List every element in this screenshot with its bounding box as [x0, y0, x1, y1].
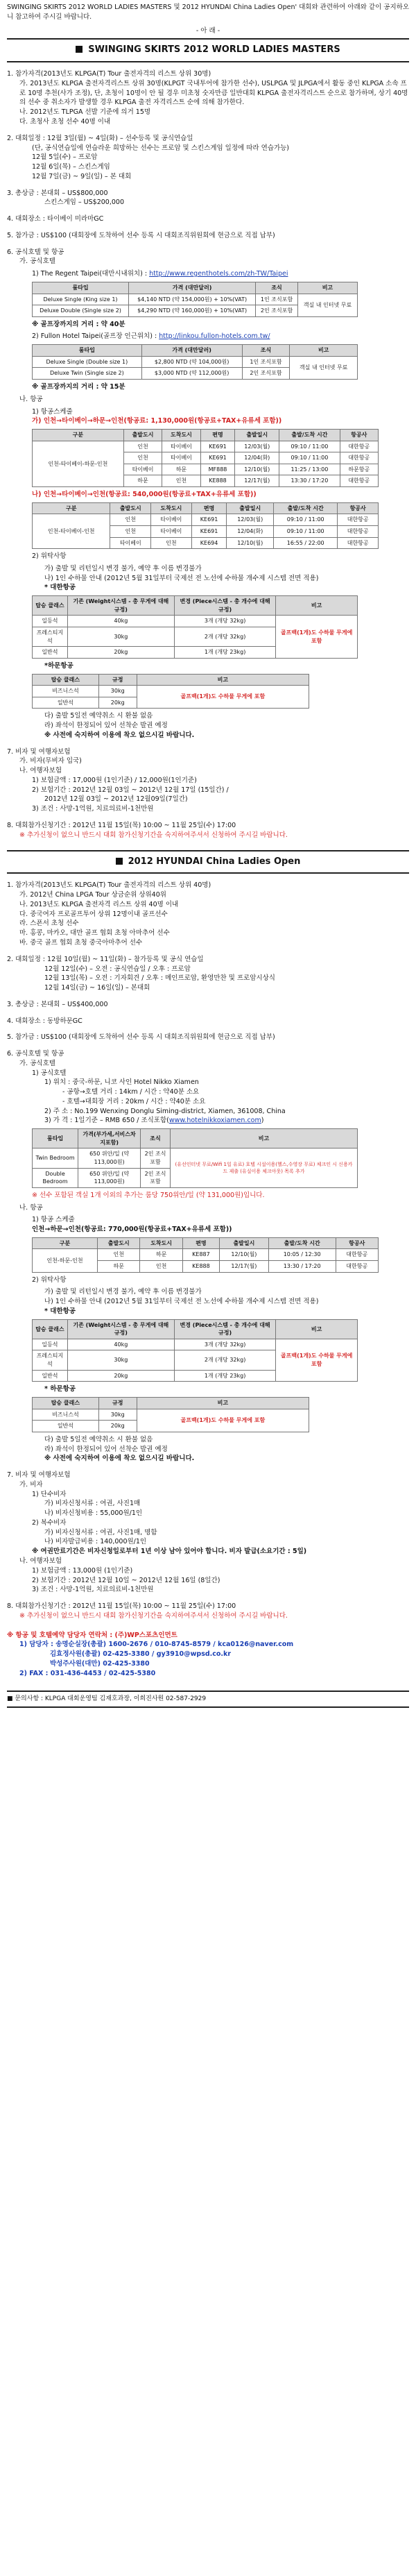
cell: 12/03(월): [235, 441, 279, 452]
cell: 하문항공: [340, 464, 378, 475]
t2-air1a: 인천→하문→인천(항공료: 770,000원(항공료+TAX+유류세 포함)): [32, 1226, 232, 1234]
t1-s7a: 가. 비자(무비자 입국): [19, 757, 82, 765]
t1-s7b2: 2) 보험기간 : 2012년 12월 03일 ~ 2012년 12월 17일 (15일간) /: [32, 786, 229, 794]
t1-hotel2-line: [7, 332, 409, 341]
contact-line-3: 박성주사원(대만) 02-425-3380: [50, 1659, 150, 1668]
table-row: [33, 356, 358, 368]
th: 항공사: [340, 430, 378, 441]
cell: 650 위안/일 (약 113,000원): [78, 1149, 141, 1168]
cell: 10:05 / 12:30: [268, 1249, 336, 1261]
t2-baggage-table: [32, 1319, 358, 1382]
cell: 인천: [162, 475, 200, 487]
cell: 09:10 / 11:00: [279, 441, 340, 452]
t1-s8-note: ※ 추가신청이 없으니 반드시 대회 참가신청기간을 숙지하여주셔서 신청하여 주시길 바랍니다.: [19, 831, 288, 839]
t2-s1c: 다. 중국여자 프로골프투어 상위 12명이내 골프선수: [19, 910, 168, 918]
th: 탑승 클래스: [33, 1319, 68, 1339]
t1-hotel1-line: [7, 269, 409, 279]
cell: 40kg: [67, 616, 174, 627]
t2-s2: 2. 대회일정 : 12월 10일(월) ~ 11일(화) – 참가등록 및 공식 연습일: [7, 955, 204, 963]
cell: 40kg: [67, 1339, 174, 1350]
cell: 객실 내 인터넷 무료: [290, 356, 358, 379]
t1-s2b: 12월 5일(수) – 프로암: [32, 153, 98, 162]
t2-registration: [7, 1602, 409, 1621]
cell: 일반석: [33, 697, 99, 709]
t2-hotel-rate-line: 3) 가 격 : 1일기준 – RMB 650 / 조식포함(www.hotelnikkoxiamen.com): [44, 1117, 264, 1125]
t2-s7a2b: 나) 비자발급비용 : 140,000원/1인: [44, 1538, 147, 1546]
table-row: [33, 1249, 379, 1261]
t2-s7a2: 2) 복수비자: [32, 1518, 67, 1527]
t1-visa: [7, 747, 409, 814]
th: 기존 (Weight시스템 - 총 무게에 대해 규정): [67, 596, 174, 616]
tournament-1-title-bar: [7, 38, 409, 62]
t1-s2c: 12월 6일(목) – 스킨스게임: [32, 163, 110, 171]
t2-s1f: 바. 중국 골프 협회 초청 중국아마추어 선수: [19, 938, 143, 947]
t2-hotel-flight: [7, 1049, 409, 1464]
cell: 객실 내 인터넷 무료: [297, 294, 357, 316]
cell: 하문: [140, 1249, 182, 1261]
table-row: [33, 1149, 358, 1168]
t2-hotel-table: [32, 1128, 358, 1188]
cell: 대한항공: [340, 441, 378, 452]
t1-hotel1-table: [32, 282, 358, 317]
th: 구분: [33, 1237, 98, 1249]
t1-s3: 3. 총상금 : 본대회 – US$800,000: [7, 189, 108, 197]
t2-s7a2a: 가) 비자신청서류 : 여권, 사진1매, 명함: [44, 1528, 157, 1536]
cell: 대한항공: [340, 475, 378, 487]
cell: MF888: [200, 464, 235, 475]
cell: KE888: [200, 475, 235, 487]
t1-s2: 2. 대회일정 : 12월 3일(월) ~ 4일(화) – 선수등록 및 공식연습일: [7, 134, 193, 142]
cell: $3,000 NTD (약 112,000원): [141, 368, 242, 380]
cell: 2인 조식포함: [141, 1168, 171, 1187]
table-row: [33, 294, 358, 305]
cell: 12/10(월): [220, 1249, 269, 1261]
cell: 12/17(월): [220, 1261, 269, 1273]
th: 조식: [256, 282, 298, 294]
cell: 20kg: [67, 647, 174, 659]
tournament-1-title: SWINGING SKIRTS 2012 WORLD LADIES MASTERS: [88, 44, 340, 56]
t2-flight-table: [32, 1237, 379, 1273]
t2-s8-note: ※ 추가신청이 없으니 반드시 대회 참가신청기간을 숙지하여주셔서 신청하여 주시길 바랍니다.: [19, 1611, 288, 1620]
th: 도착도시: [162, 430, 200, 441]
t1-flight2-table: [32, 502, 379, 549]
cell: 인천-타이베이-하문-인천: [33, 441, 124, 486]
table-row: [33, 616, 358, 627]
cell: 일반석: [33, 1421, 99, 1432]
t1-eligibility: [7, 69, 409, 127]
table-row: [33, 514, 379, 526]
th: 구분: [33, 430, 124, 441]
t2-s1a: 가. 2012년 China LPGA Tour 상금순위 상위40위: [19, 891, 166, 899]
t1-s1: 1. 참가자격(2013년도 KLPGA(T) Tour 출전자격의 리스트 상위 30명): [7, 70, 211, 78]
square-bullet-icon: [116, 858, 123, 865]
th: 변경 (Piece시스템 - 총 개수에 대해 규정): [174, 596, 275, 616]
cell: 12/04(화): [227, 526, 274, 538]
t1-air2b: 나) 1인 수하물 안내 (2012년 5월 31일부터 국제선 전 노선에 수하물 개수제 시스템 전면 적용): [44, 574, 319, 582]
th: 비고: [137, 674, 309, 686]
cell: 일반석: [33, 647, 68, 659]
t2-hotel1: 1) 공식호텔: [32, 1069, 67, 1077]
t1-s1c: 다. 초청사 초청 선수 40명 이내: [19, 117, 111, 126]
cell: KE888: [182, 1261, 219, 1273]
t1-s7b2b: 2012년 12월 03일 ~ 2012년 12월09일(7일간): [44, 795, 188, 804]
t1-hotel1-label: 1) The Regent Taipei(대만시내위치) :: [32, 270, 148, 278]
cell: Double Bedroom: [33, 1168, 78, 1187]
t2-s7b1: 1) 보험금액 : 13,000원 (1인기준): [32, 1566, 133, 1575]
cell: 대한항공: [340, 452, 378, 464]
t2-air1: 1) 항공 스케줄: [32, 1216, 75, 1224]
t1-s6b: 나. 항공: [19, 395, 43, 403]
cell: KE887: [182, 1249, 219, 1261]
t1-s1b: 나. 2012년도 TLPGA 선발 기준에 의거 15명: [19, 108, 151, 117]
t1-hotel1-link[interactable]: http://www.regenthotels.com/zh-TW/Taipei: [149, 270, 288, 278]
th: 룸타입: [33, 345, 142, 357]
th: 편명: [182, 1237, 219, 1249]
t2-hotel-addr: 2) 주 소 : No.199 Wenxing Donglu Siming-district, Xiamen, 361008, China: [44, 1107, 286, 1115]
cell: 타이베이: [151, 514, 192, 526]
cell: 1인 조식포함: [242, 356, 290, 368]
t2-s2c: 12월 14일(금) ~ 16일(일) – 본대회: [44, 984, 150, 992]
cell: 비즈니스석: [33, 686, 99, 697]
square-bullet-icon: [76, 46, 83, 53]
t1-s1a: 가. 2013년도 KLPGA 출전자격리스트 상위 30명(KLPGT 국내투어에 참가한 선수), USLPGA 및 JLPGA에서 활동 중인 KLPGA 소속 프로 10명 추천(사가 조정), 단, 초청이 10명이 안 될 경우 미초청 숫자만큼 일반대회 KLPGA 출전자격리스트 순으로 참가하며, 상기 40명의 선수 중 취소자가 발생할 경우 KLPGA 출전 자격리스트 순에 의해 참가한다.: [19, 79, 408, 107]
t2-s6b: 나. 항공: [19, 1203, 43, 1212]
contact-line-1: 1) 담당자 : 송명순실장(총괄) 1600-2676 / 010-8745-8579 / kca0126@naver.com: [19, 1641, 294, 1649]
t1-flight1-table: [32, 429, 379, 487]
t2-s2b: 12월 13일(목) – 오전 : 기자회견 / 오후 : 메인프로암, 환영만찬 및 프로암시상식: [44, 974, 275, 983]
cell: 13:30 / 17:20: [279, 475, 340, 487]
th: 출발도시: [110, 502, 151, 514]
contact-title: ※ 항공 및 호텔예약 담당자 연락처 : (주)WP스포츠인먼트: [7, 1631, 177, 1639]
cell: 20kg: [98, 697, 137, 709]
cell: 골프백(1개)도 수하물 무게에 포함: [137, 686, 309, 709]
cell: 12/10(월): [227, 537, 274, 549]
t2-baggage-table-2: [32, 1397, 309, 1432]
cell: Deluxe Single (Double size 1): [33, 356, 142, 368]
cell: 12/03(월): [227, 514, 274, 526]
tournament-2-title: 2012 HYUNDAI China Ladies Open: [128, 856, 301, 867]
t1-s4: 4. 대회장소 : 타이베이 미라마GC: [7, 215, 104, 223]
t1-air2d: 라) 좌석이 한정되어 있어 선착순 발권 예정: [44, 722, 168, 730]
cell: 골프백(1개)도 수하물 무게에 포함: [276, 1339, 358, 1381]
th: 가격(부가세,서비스차지포함): [78, 1129, 141, 1149]
cell: 09:10 / 11:00: [274, 526, 338, 538]
cell: 09:10 / 11:00: [279, 452, 340, 464]
t2-air2d: 라) 좌석이 한정되어 있어 선착순 발권 예정: [44, 1445, 168, 1453]
t1-s5: 5. 참가금 : US$100 (대회장에 도착하여 선수 등록 시 대회조직위원회에 현금으로 직접 납부): [7, 231, 275, 239]
th: 규정: [98, 674, 137, 686]
t2-s7b2: 2) 보험기간 : 2012년 12월 10일 ~ 2012년 12월 16일 (8일간): [32, 1576, 220, 1584]
t1-schedule: [7, 134, 409, 182]
t1-s6a: 가. 공식호텔: [19, 257, 55, 266]
th: 비고: [276, 1319, 358, 1339]
cell: Deluxe Single (King size 1): [33, 294, 129, 305]
th: 항공사: [338, 502, 379, 514]
cell: 대한항공: [338, 514, 379, 526]
table-row: [33, 1409, 309, 1421]
cell: 2인 조식포함: [141, 1149, 171, 1168]
intro-text: SWINGING SKIRTS 2012 WORLD LADIES MASTERS 및 2012 HYUNDAI China Ladies Open' 대회와 관련하여 아래와 같이 공지하오니 참고하여 주시길 바랍니다.: [7, 3, 410, 21]
t2-hotel-link[interactable]: www.hotelnikkoxiamen.com: [168, 1117, 261, 1125]
t1-bag-label: * 대한항공: [44, 584, 76, 592]
t2-air2: 2) 위탁사항: [32, 1276, 67, 1284]
t1-s3a: 스킨스게임 – US$200,000: [44, 198, 124, 207]
cell: 30kg: [98, 1409, 137, 1421]
th: 도착도시: [151, 502, 192, 514]
cell: 인천-타이베이-인천: [33, 514, 110, 549]
cell: 1개 (개당 23kg): [174, 647, 275, 659]
cell: 12/04(화): [235, 452, 279, 464]
cell: 비즈니스석: [33, 1409, 99, 1421]
cell: 2인 조식포함: [256, 305, 298, 317]
table-row: [33, 1339, 358, 1350]
t2-s7: 7. 비자 및 여행자보험: [7, 1471, 71, 1480]
cell: 타이베이: [151, 526, 192, 538]
t1-air2a: 가) 출발 및 리턴일시 변경 불가, 예약 후 이름 변경불가: [44, 564, 202, 573]
cell: 하문: [123, 475, 162, 487]
cell: KE691: [191, 526, 227, 538]
th: 구분: [33, 502, 110, 514]
cell: 30kg: [67, 627, 174, 647]
th: 출발일시: [220, 1237, 269, 1249]
t1-s7b: 나. 여행자보험: [19, 767, 62, 775]
t2-s6: 6. 공식호텔 및 항공: [7, 1050, 64, 1058]
t1-hotel-flight: [7, 248, 409, 740]
cell: 인천: [110, 514, 151, 526]
th: 가격 (대만달러): [129, 282, 256, 294]
th: 비고: [170, 1129, 357, 1149]
th: 가격 (대만달러): [141, 345, 242, 357]
th: 탑승 클래스: [33, 596, 68, 616]
cell: 인천: [123, 452, 162, 464]
t1-bag-label2: *하문항공: [44, 661, 73, 670]
t2-s1b: 나. 2013년도 KLPGA 출전자격 리스트 상위 40명 이내: [19, 900, 179, 908]
t1-s6: 6. 공식호텔 및 항공: [7, 248, 64, 256]
t1-air1a: 가) 인천→타이베이→하문→인천(항공료: 1,130,000원(항공료+TAX+유류세 포함)): [32, 417, 282, 425]
t1-baggage-table: [32, 595, 358, 659]
t1-hotel2-table: [32, 344, 358, 380]
cell: 인천: [151, 537, 192, 549]
cell: $2,800 NTD (약 104,000원): [141, 356, 242, 368]
th: 출발/도착 시간: [279, 430, 340, 441]
th: 조식: [141, 1129, 171, 1149]
t2-s7a: 가. 비자: [19, 1480, 43, 1489]
cell: 인천: [123, 441, 162, 452]
cell: 09:10 / 11:00: [274, 514, 338, 526]
th: 편명: [200, 430, 235, 441]
cell: KE691: [191, 514, 227, 526]
th: 도착도시: [140, 1237, 182, 1249]
cell: $4,140 NTD (약 154,000원) + 10%(VAT): [129, 294, 256, 305]
th: 출발/도착 시간: [274, 502, 338, 514]
cell: 일등석: [33, 616, 68, 627]
cell: 650 위안/일 (약 113,000원): [78, 1168, 141, 1187]
t2-hotel-name: 1) 위치 : 중국-하문, 니코 사인 Hotel Nikko Xiamen: [44, 1078, 199, 1087]
contact-fax: 2) FAX : 031-436-4453 / 02-425-5380: [19, 1669, 156, 1677]
cell: 대한항공: [336, 1261, 378, 1273]
contact-line-2: 김효정사원(총괄) 02-425-3380 / gy3910@wpsd.co.kr: [50, 1650, 232, 1659]
t2-s2a: 12월 12일(수) – 오전 : 공식연습일 / 오후 : 프로암: [44, 965, 191, 973]
th: 기존 (Weight시스템 - 총 무게에 대해 규정): [67, 1319, 174, 1339]
cell: 2개 (개당 32kg): [174, 627, 275, 647]
cell: 3개 (개당 32kg): [174, 1339, 275, 1350]
notice-heading: - 아 래 -: [196, 26, 220, 35]
t2-eligibility: [7, 881, 409, 947]
t1-hotel2-dist: ※ 골프장까지의 거리 : 약 15분: [32, 383, 125, 391]
th: 비고: [290, 345, 358, 357]
cell: 타이베이: [162, 452, 200, 464]
th: 탑승 클래스: [33, 1398, 99, 1409]
t1-air2e: ※ 사전에 숙지하여 이용에 착오 없으시길 바랍니다.: [44, 731, 195, 739]
t2-s7a1a: 가) 비자신청서류 : 여권, 사진1매: [44, 1500, 141, 1508]
t2-s7b: 나. 여행자보험: [19, 1557, 62, 1565]
cell: 2개 (개당 32kg): [174, 1350, 275, 1370]
cell: KE691: [200, 452, 235, 464]
t1-baggage-table-2: [32, 674, 309, 709]
t1-air2: 2) 위탁사항: [32, 552, 67, 561]
th: 비고: [297, 282, 357, 294]
t2-s1d: 라. 스폰서 초청 선수: [19, 920, 79, 928]
cell: 대한항공: [336, 1249, 378, 1261]
th: 출발/도착 시간: [268, 1237, 336, 1249]
th: 비고: [137, 1398, 309, 1409]
t2-air2e: ※ 사전에 숙지하여 이용에 착오 없으시길 바랍니다.: [44, 1455, 195, 1463]
cell: 하문: [162, 464, 200, 475]
th: 출발도시: [98, 1237, 140, 1249]
t2-air2b: 나) 1인 수하물 안내 (2012년 5월 31일부터 국제선 전 노선에 수하물 개수제 시스템 전면 적용): [44, 1298, 319, 1306]
th: 규정: [98, 1398, 137, 1409]
tournament-2-title-bar: [7, 850, 409, 874]
t2-s5: 5. 참가금 : US$100 (대회장에 도착하여 선수 등록 시 대회조직위원회에 현금으로 직접 납부): [7, 1033, 275, 1042]
cell: 프레스티지석: [33, 627, 68, 647]
cell: 1인 조식포함: [256, 294, 298, 305]
th: 변경 (Piece시스템 - 총 개수에 대해 규정): [174, 1319, 275, 1339]
t1-air2c: 다) 출발 5일전 예약취소 시 환불 없음: [44, 712, 153, 720]
t2-hotel-dist2: - 호텔→대회장 거리 : 20km / 시간 : 약40분 소요: [62, 1097, 206, 1105]
cell: 3개 (개당 32kg): [174, 616, 275, 627]
cell: 12/17(월): [235, 475, 279, 487]
cell: 일등석: [33, 1339, 68, 1350]
table-row: [33, 441, 379, 452]
cell: 타이베이: [162, 441, 200, 452]
t2-s4: 4. 대회장소 : 동방하문GC: [7, 1017, 83, 1025]
t2-hotel-dist1: - 공항→호텔 거리 : 14km / 시간 : 약40분 소요: [62, 1088, 200, 1096]
t1-hotel2-label: 2) Fullon Hotel Taipei(골프장 인근위치) :: [32, 332, 157, 341]
cell: 2인 조식포함: [242, 368, 290, 380]
t1-prize: [7, 189, 409, 208]
cell: 20kg: [67, 1370, 174, 1382]
t2-hotel-note: ※ 선수 포함된 객실 1개 이외의 추가는 룸당 750위안/일 (약 131,000원)입니다.: [32, 1191, 265, 1199]
t2-s8: 8. 대회참가신청기간 : 2012년 11월 15일(목) 10:00 ~ 11월 25일(수) 17:00: [7, 1602, 236, 1611]
t2-bag-label2: * 하문항공: [44, 1385, 76, 1393]
cell: 인천-하문-인천: [33, 1249, 98, 1272]
t2-s7b3: 3) 조건 : 사망-1억원, 치료의료비-1천만원: [32, 1586, 154, 1594]
t1-s8: 8. 대회참가신청기간 : 2012년 11월 15일(목) 10:00 ~ 11월 25일(수) 17:00: [7, 822, 236, 830]
t2-visa: [7, 1471, 409, 1595]
cell: 대한항공: [338, 526, 379, 538]
t2-s6a: 가. 공식호텔: [19, 1059, 55, 1067]
cell: 타이베이: [110, 537, 151, 549]
th: 비고: [276, 596, 358, 616]
cell: 골프백(1개)도 수하물 무게에 포함: [137, 1409, 309, 1432]
th: 조식: [242, 345, 290, 357]
t2-s1: 1. 참가자격(2013년도 KLPGA(T) Tour 출전자격의 리스트 상위 40명): [7, 881, 211, 890]
cell: 13:30 / 17:20: [268, 1261, 336, 1273]
t2-schedule: [7, 955, 409, 993]
th: 출발일시: [227, 502, 274, 514]
cell: KE691: [200, 441, 235, 452]
t1-hotel2-link[interactable]: http://linkou.fullon-hotels.com.tw/: [159, 332, 270, 341]
t2-air2c: 다) 출발 5일전 예약취소 시 환불 없음: [44, 1435, 153, 1443]
th: 룸타입: [33, 282, 129, 294]
cell: 인천: [110, 526, 151, 538]
t1-s2d: 12월 7일(금) ~ 9일(일) – 본 대회: [32, 172, 132, 180]
cell: 16:55 / 22:00: [274, 537, 338, 549]
cell: 하문: [98, 1261, 140, 1273]
cell: 프레스티지석: [33, 1350, 68, 1370]
t1-s7b3: 3) 조건 : 사망-1억원, 치료의료비-1천만원: [32, 805, 154, 813]
th: 출발일시: [235, 430, 279, 441]
th: 편명: [191, 502, 227, 514]
t2-s7a1b: 나) 비자신청비용 : 55,000원/1인: [44, 1509, 143, 1518]
t2-hotel-rate: 3) 가 격 : 1일기준 – RMB 650 / 조식포함(: [44, 1117, 169, 1125]
th: 탑승 클래스: [33, 674, 99, 686]
cell: 일반석: [33, 1370, 68, 1382]
cell: Twin Bedroom: [33, 1149, 78, 1168]
cell: 타이베이: [123, 464, 162, 475]
t2-air2a: 가) 출발 및 리턴일시 변경 불가, 예약 후 이름 변경불가: [44, 1288, 202, 1296]
cell: 30kg: [98, 686, 137, 697]
cell: Deluxe Twin (Single size 2): [33, 368, 142, 380]
cell: 30kg: [67, 1350, 174, 1370]
cell: Deluxe Double (Single size 2): [33, 305, 129, 317]
t2-s1e: 마. 홍콩, 마카오, 대만 골프 협회 초청 아마추어 선수: [19, 929, 170, 938]
t2-s3: 3. 총상금 : 본대회 – US$400,000: [7, 1000, 108, 1008]
cell: 11:25 / 13:00: [279, 464, 340, 475]
contact-block: [7, 1631, 409, 1679]
cell: 20kg: [98, 1421, 137, 1432]
t2-s7-note: ※ 여권만료기간은 비자신청일로부터 1년 이상 남아 있어야 합니다. 비자 발급(소요기간 : 5일): [32, 1548, 307, 1556]
footer-contact: ■ 문의사항 : KLPGA 대회운영팀 김재호과장, 이희진사원 02-587-2929: [7, 1690, 409, 1708]
t1-registration: [7, 821, 409, 840]
t1-s2a: (단, 공식연습일에 연습라운 희망하는 선수는 프로암 및 스킨스게임 일정에 따라 연습가능): [32, 144, 290, 152]
cell: 골프백(1개)도 수하물 무게에 포함: [276, 616, 358, 658]
t2-bag-label: * 대한항공: [44, 1307, 76, 1315]
th: 룸타입: [33, 1129, 78, 1149]
cell: (유선인터넷 무료/Wifi 1일 유료) 호텔 시설이용(헬스,수영장 무료) 체크인 시 신용카드 제출 (유실이용 체크아웃) 목록 추가: [170, 1149, 357, 1187]
cell: KE694: [191, 537, 227, 549]
t1-air1b: 나) 인천→타이베이→인천(항공료: 540,000원(항공료+TAX+유류세 포함)): [32, 491, 257, 499]
t1-s7b1: 1) 보험금액 : 17,000원 (1인기준) / 12,000원(1인기준): [32, 776, 197, 784]
t2-s7a1: 1) 단수비자: [32, 1490, 67, 1498]
th: 항공사: [336, 1237, 378, 1249]
cell: $4,290 NTD (약 160,000원) + 10%(VAT): [129, 305, 256, 317]
cell: 1개 (개당 23kg): [174, 1370, 275, 1382]
th: 출발도시: [123, 430, 162, 441]
cell: 대한항공: [338, 537, 379, 549]
table-row: [33, 686, 309, 697]
t1-hotel1-dist: ※ 골프장까지의 거리 : 약 40분: [32, 320, 125, 328]
cell: 인천: [140, 1261, 182, 1273]
t1-air1: 1) 항공스케줄: [32, 407, 73, 416]
cell: 12/10(월): [235, 464, 279, 475]
cell: 인천: [98, 1249, 140, 1261]
t1-s7: 7. 비자 및 여행자보험: [7, 747, 71, 756]
